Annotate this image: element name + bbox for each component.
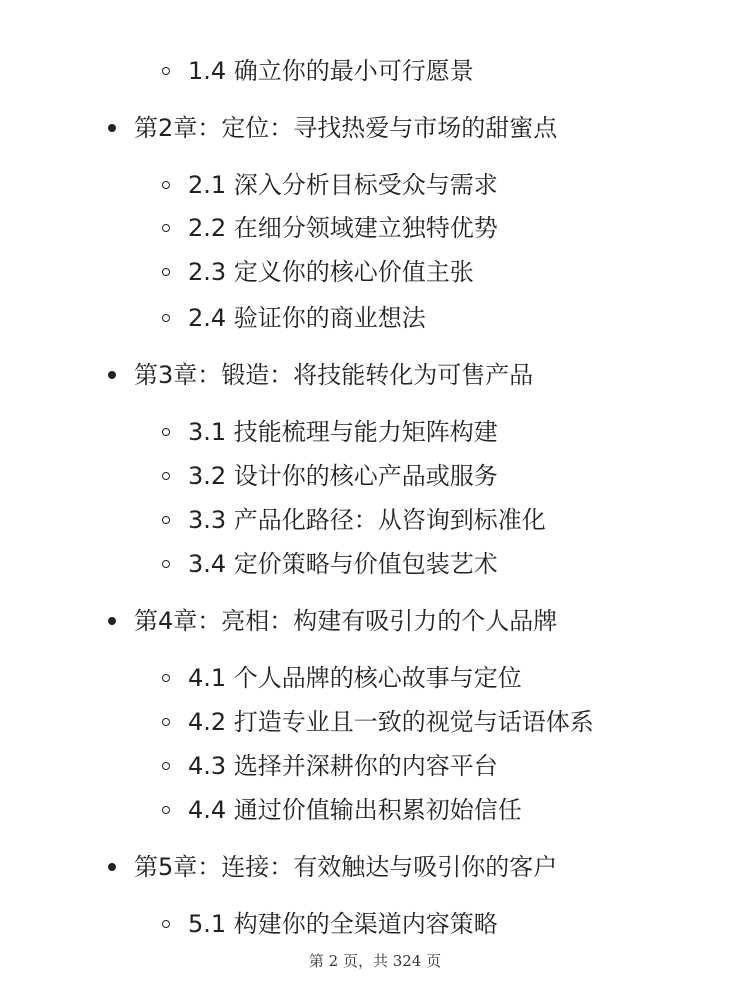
ring-bullet-icon: [162, 181, 170, 189]
toc-entry-4-3: [162, 750, 498, 782]
toc-chapter-2: [108, 112, 557, 144]
ring-bullet-icon: [162, 718, 170, 726]
dot-bullet-icon: [108, 863, 116, 871]
ring-bullet-icon: [162, 762, 170, 770]
toc-entry-text: 3.1 技能梳理与能力矩阵构建: [188, 418, 498, 446]
toc-entry-2-4: [162, 302, 426, 334]
toc-entry-1-4: [162, 55, 474, 87]
toc-entry-3-3: [162, 504, 546, 536]
toc-chapter-text: 第5章：连接：有效触达与吸引你的客户: [134, 853, 558, 881]
toc-entry-text: 2.4 验证你的商业想法: [188, 304, 426, 332]
toc-chapter-3: [108, 359, 533, 391]
toc-chapter-text: 第4章：亮相：构建有吸引力的个人品牌: [134, 607, 558, 635]
toc-chapter-text: 第3章：锻造：将技能转化为可售产品: [134, 361, 534, 389]
ring-bullet-icon: [162, 314, 170, 322]
toc-entry-4-2: [162, 706, 594, 738]
toc-entry-text: 4.4 通过价值输出积累初始信任: [188, 796, 522, 824]
toc-entry-2-3: [162, 256, 474, 288]
toc-entry-3-1: [162, 416, 498, 448]
ring-bullet-icon: [162, 560, 170, 568]
toc-entry-text: 2.3 定义你的核心价值主张: [188, 258, 474, 286]
toc-chapter-4: [108, 605, 557, 637]
toc-entry-2-2: [162, 212, 498, 244]
dot-bullet-icon: [108, 617, 116, 625]
toc-entry-text: 4.3 选择并深耕你的内容平台: [188, 752, 498, 780]
toc-entry-4-4: [162, 794, 522, 826]
toc-entry-text: 3.3 产品化路径：从咨询到标准化: [188, 506, 546, 534]
toc-entry-3-2: [162, 460, 498, 492]
ring-bullet-icon: [162, 472, 170, 480]
dot-bullet-icon: [108, 124, 116, 132]
ring-bullet-icon: [162, 224, 170, 232]
ring-bullet-icon: [162, 67, 170, 75]
toc-entry-5-1: [162, 908, 498, 940]
toc-entry-2-1: [162, 169, 498, 201]
ring-bullet-icon: [162, 516, 170, 524]
toc-entry-text: 3.2 设计你的核心产品或服务: [188, 462, 498, 490]
ring-bullet-icon: [162, 428, 170, 436]
toc-entry-4-1: [162, 662, 522, 694]
toc-chapter-text: 第2章：定位：寻找热爱与市场的甜蜜点: [134, 114, 558, 142]
toc-entry-3-4: [162, 548, 498, 580]
page-footer: 第 2 页，共 324 页: [308, 952, 442, 970]
toc-chapter-5: [108, 851, 557, 883]
ring-bullet-icon: [162, 268, 170, 276]
ring-bullet-icon: [162, 920, 170, 928]
toc-entry-text: 4.1 个人品牌的核心故事与定位: [188, 664, 522, 692]
toc-entry-text: 4.2 打造专业且一致的视觉与话语体系: [188, 708, 594, 736]
toc-entry-text: 1.4 确立你的最小可行愿景: [188, 57, 474, 85]
toc-entry-text: 2.1 深入分析目标受众与需求: [188, 171, 498, 199]
ring-bullet-icon: [162, 806, 170, 814]
toc-entry-text: 3.4 定价策略与价值包装艺术: [188, 550, 498, 578]
ring-bullet-icon: [162, 674, 170, 682]
toc-entry-text: 5.1 构建你的全渠道内容策略: [188, 910, 498, 938]
dot-bullet-icon: [108, 371, 116, 379]
toc-entry-text: 2.2 在细分领域建立独特优势: [188, 214, 498, 242]
